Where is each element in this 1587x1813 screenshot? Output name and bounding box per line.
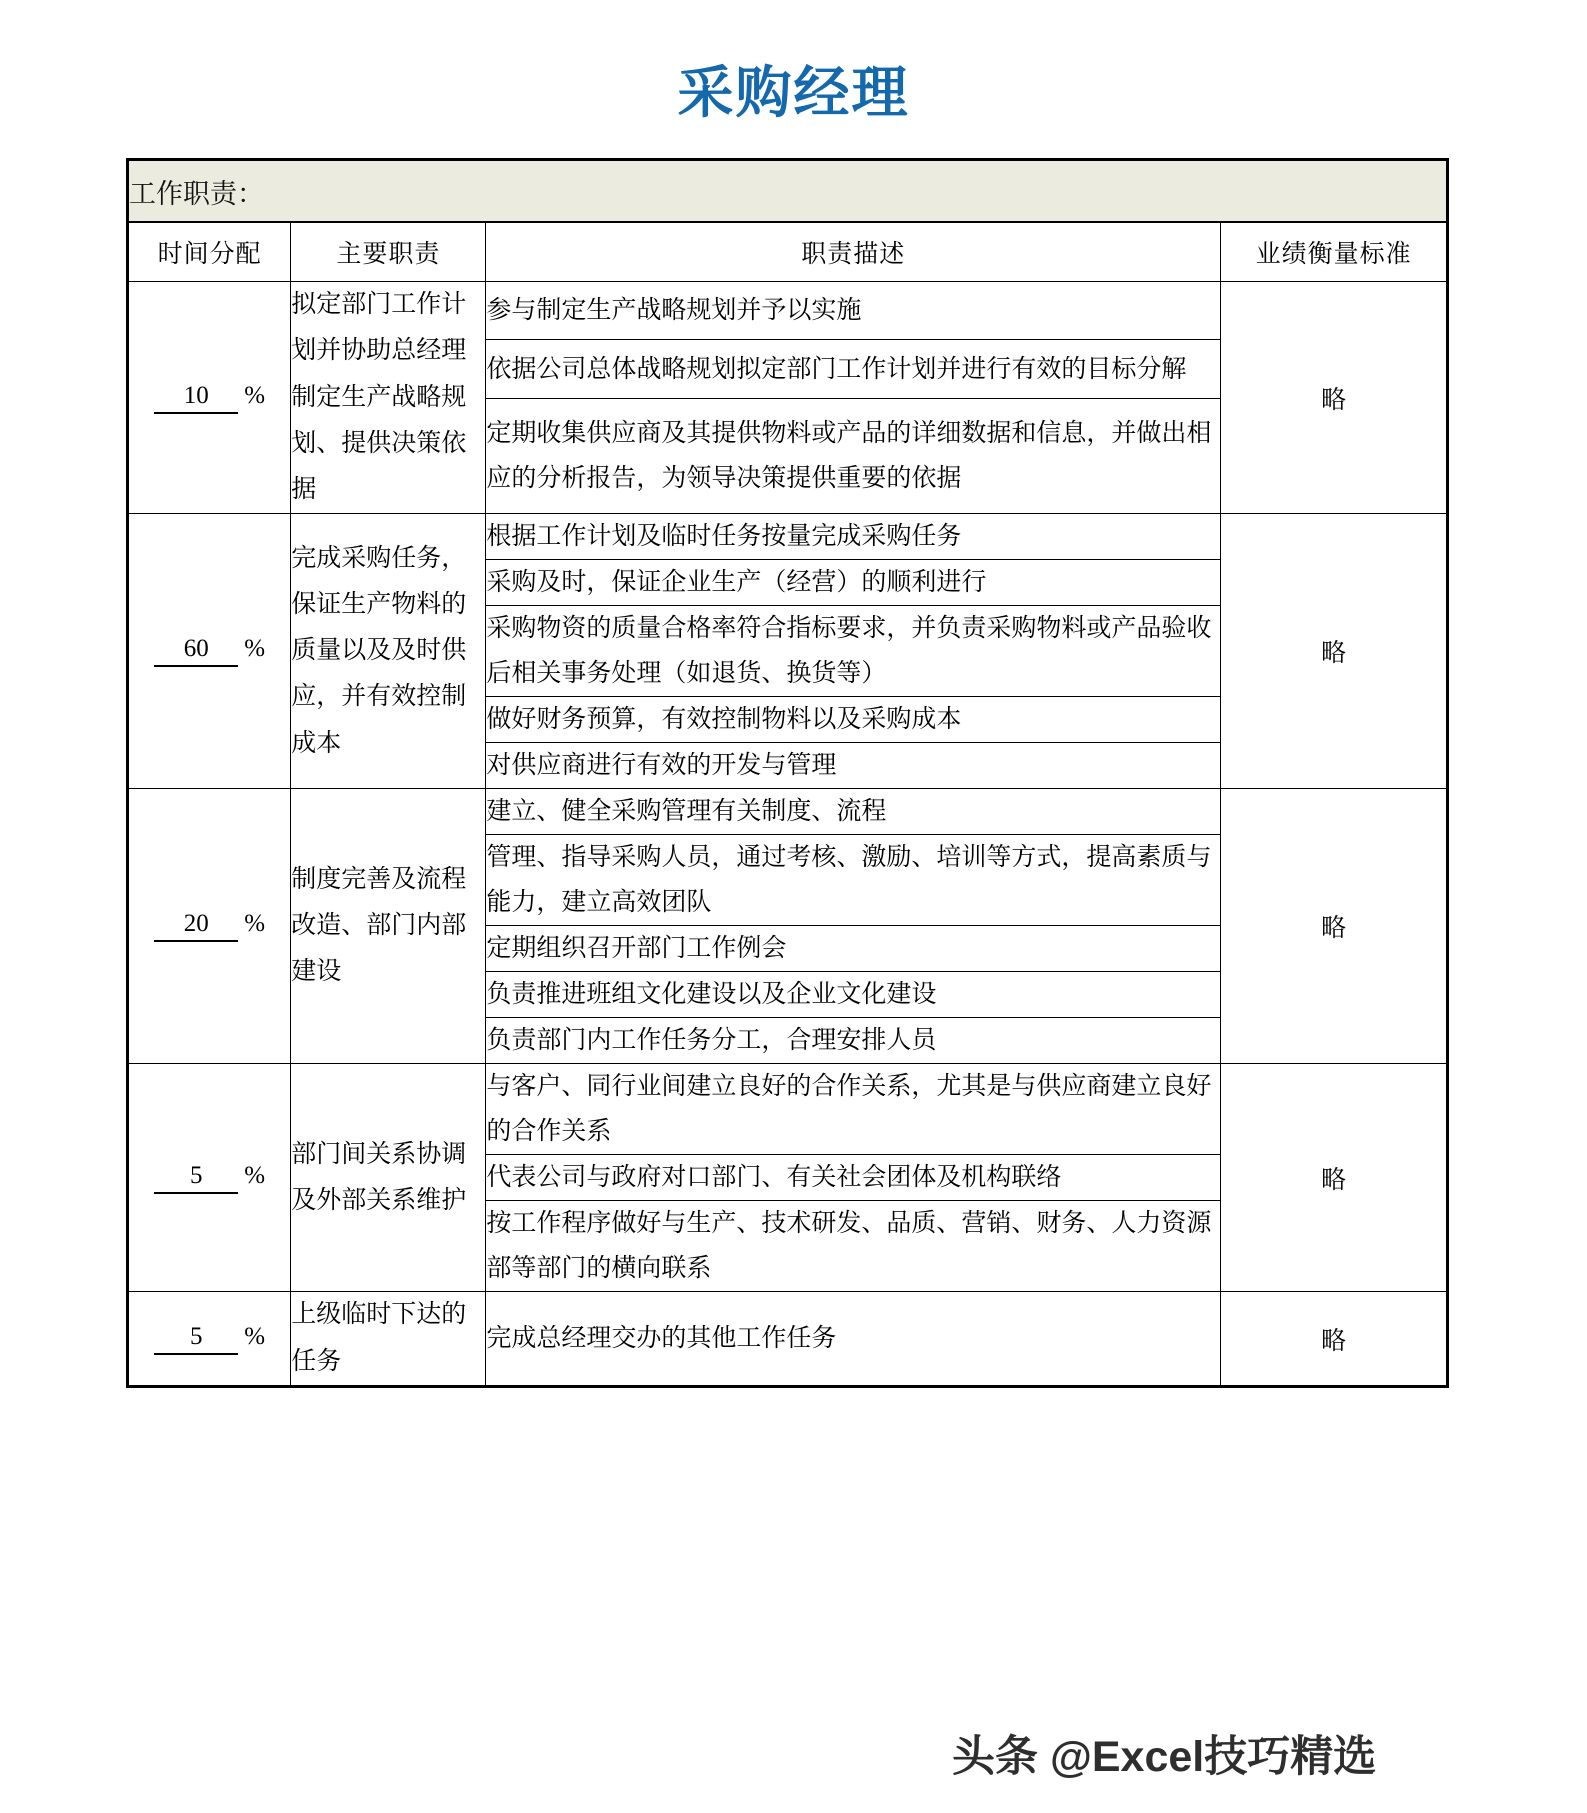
duty-description-cell: 负责推进班组文化建设以及企业文化建设 [486,972,1221,1018]
time-allocation-value: 5 [154,1323,238,1355]
column-header-kpi: 业绩衡量标准 [1221,222,1448,282]
section-header-row [128,160,1448,223]
column-header-time: 时间分配 [128,222,291,282]
kpi-cell: 略 [1221,282,1448,514]
duty-description-cell: 代表公司与政府对口部门、有关社会团体及机构联络 [486,1155,1221,1201]
time-allocation-value: 10 [154,382,238,414]
time-allocation-cell [128,789,291,1064]
column-header-description: 职责描述 [486,222,1221,282]
duty-description-cell: 做好财务预算，有效控制物料以及采购成本 [486,697,1221,743]
time-allocation-cell [128,282,291,514]
time-allocation-cell [128,514,291,789]
column-header-row [128,222,1448,282]
duty-description-cell: 与客户、同行业间建立良好的合作关系，尤其是与供应商建立良好的合作关系 [486,1064,1221,1155]
duty-description-cell: 定期收集供应商及其提供物料或产品的详细数据和信息，并做出相应的分析报告，为领导决策提供重要的依据 [486,398,1221,514]
kpi-cell: 略 [1221,1292,1448,1387]
time-allocation-value: 60 [154,635,238,667]
duty-description-cell: 参与制定生产战略规划并予以实施 [486,282,1221,340]
table-row [128,1292,1448,1387]
duty-description-cell: 对供应商进行有效的开发与管理 [486,743,1221,789]
percent-sign: % [244,1322,266,1350]
time-allocation-value: 5 [154,1162,238,1194]
duty-description-cell: 定期组织召开部门工作例会 [486,926,1221,972]
watermark: 头条 @Excel技巧精选 [952,1733,1377,1781]
duty-description-cell: 完成总经理交办的其他工作任务 [486,1292,1221,1387]
main-duty-cell: 制度完善及流程改造、部门内部建设 [291,789,486,1064]
table-row [128,282,1448,340]
job-responsibility-table [126,158,1449,1388]
section-title: 工作职责： [128,160,1448,223]
main-duty-cell: 拟定部门工作计划并协助总经理制定生产战略规划、提供决策依据 [291,282,486,514]
duty-description-cell: 建立、健全采购管理有关制度、流程 [486,789,1221,835]
duty-description-cell: 根据工作计划及临时任务按量完成采购任务 [486,514,1221,560]
percent-sign: % [244,1161,266,1189]
column-header-duty: 主要职责 [291,222,486,282]
percent-sign: % [244,381,266,409]
duty-description-cell: 采购物资的质量合格率符合指标要求，并负责采购物料或产品验收后相关事务处理（如退货、换货等） [486,606,1221,697]
time-allocation-value: 20 [154,910,238,942]
main-duty-cell: 部门间关系协调及外部关系维护 [291,1064,486,1292]
kpi-cell: 略 [1221,789,1448,1064]
duty-description-cell: 管理、指导采购人员，通过考核、激励、培训等方式，提高素质与能力，建立高效团队 [486,835,1221,926]
main-duty-cell: 上级临时下达的任务 [291,1292,486,1387]
duty-description-cell: 按工作程序做好与生产、技术研发、品质、营销、财务、人力资源部等部门的横向联系 [486,1201,1221,1292]
time-allocation-cell [128,1064,291,1292]
time-allocation-cell [128,1292,291,1387]
table-row [128,789,1448,835]
duty-description-cell: 依据公司总体战略规划拟定部门工作计划并进行有效的目标分解 [486,340,1221,398]
percent-sign: % [244,910,266,938]
kpi-cell: 略 [1221,514,1448,789]
duty-description-cell: 采购及时，保证企业生产（经营）的顺利进行 [486,560,1221,606]
kpi-cell: 略 [1221,1064,1448,1292]
page-title: 采购经理 [677,61,910,124]
table-row [128,514,1448,560]
main-duty-cell: 完成采购任务，保证生产物料的质量以及及时供应，并有效控制成本 [291,514,486,789]
percent-sign: % [244,635,266,663]
table-row [128,1064,1448,1155]
duty-description-cell: 负责部门内工作任务分工，合理安排人员 [486,1018,1221,1064]
